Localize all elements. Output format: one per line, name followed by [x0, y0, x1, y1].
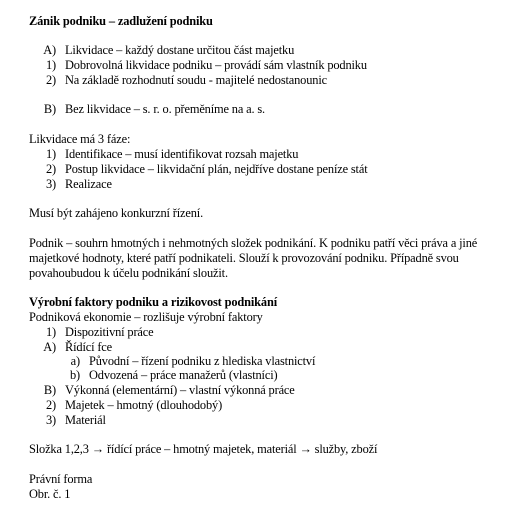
list-item-option-b [29, 102, 265, 116]
list-text: Majetek – hmotný (dlouhodobý) [65, 398, 223, 412]
list-text: Materiál [65, 413, 106, 427]
figure-reference: Obr. č. 1 [29, 487, 71, 501]
list-marker: 2) [45, 73, 56, 87]
list-item-phase-3 [29, 177, 112, 191]
list-item-factor [29, 340, 112, 354]
list-text: Bez likvidace – s. r. o. přeměníme na a. s. [65, 102, 265, 116]
list-text: Dobrovolná likvidace podniku – provádí sám vlastník podniku [65, 58, 367, 72]
section-intro: Podniková ekonomie – rozlišuje výrobní faktory [29, 310, 263, 324]
definition-line-3: povahoubudou k účelu podnikání sloužit. [29, 266, 228, 280]
list-item-factor [29, 383, 295, 397]
list-marker: 1) [45, 325, 56, 339]
list-text: Výkonná (elementární) – vlastní výkonná práce [65, 383, 295, 397]
list-item-factor [29, 325, 153, 339]
list-marker: A) [43, 43, 56, 57]
list-text: Likvidace – každý dostane určitou část majetku [65, 43, 295, 57]
list-item-phase-1 [29, 147, 298, 161]
bankruptcy-note: Musí být zahájeno konkurzní řízení. [29, 206, 204, 220]
list-text: Na základě rozhodnutí soudu - majitelé nedostanounic [65, 73, 327, 87]
list-item-option-a-1 [29, 58, 367, 72]
list-marker: 1) [45, 147, 56, 161]
list-text: Odvozená – práce manažerů (vlastníci) [89, 368, 278, 382]
list-marker: a) [70, 354, 80, 368]
definition-line-1: Podnik – souhrn hmotných i nehmotných složek podnikání. K podniku patří věci práva a jiné [29, 236, 478, 250]
list-marker: b) [69, 368, 80, 382]
phases-intro: Likvidace má 3 fáze: [29, 132, 131, 146]
document-title: Zánik podniku – zadlužení podniku [29, 14, 213, 28]
list-item-phase-2 [29, 162, 368, 176]
list-item-option-a-2 [29, 73, 327, 87]
list-text: Původní – řízení podniku z hlediska vlastnictví [89, 354, 316, 368]
list-item-option-a [29, 43, 294, 57]
definition-line-2: majetkové hodnoty, které patří podnikateli. Slouží k provozování podniku. Případně svou [29, 251, 459, 265]
list-marker: 2) [45, 162, 56, 176]
list-text: Realizace [65, 177, 112, 191]
list-item-factor [29, 413, 106, 427]
list-item-factor [29, 398, 222, 412]
list-item-subfactor [51, 368, 277, 382]
list-item-subfactor [51, 354, 315, 368]
list-marker: 3) [45, 177, 56, 191]
composition-line: Složka 1,2,3 → řídící práce – hmotný majetek, materiál → služby, zboží [29, 442, 378, 456]
list-marker: 3) [45, 413, 56, 427]
list-text: Řídící fce [65, 340, 113, 354]
list-text: Dispozitivní práce [65, 325, 154, 339]
list-marker: 1) [45, 58, 56, 72]
list-marker: B) [43, 102, 56, 116]
list-text: Identifikace – musí identifikovat rozsah majetku [65, 147, 299, 161]
list-marker: 2) [45, 398, 56, 412]
list-marker: B) [43, 383, 56, 397]
list-marker: A) [43, 340, 56, 354]
legal-form-heading: Právní forma [29, 472, 93, 486]
list-text: Postup likvidace – likvidační plán, nejdříve dostane peníze stát [65, 162, 368, 176]
section-title: Výrobní faktory podniku a rizikovost podnikání [29, 295, 277, 309]
